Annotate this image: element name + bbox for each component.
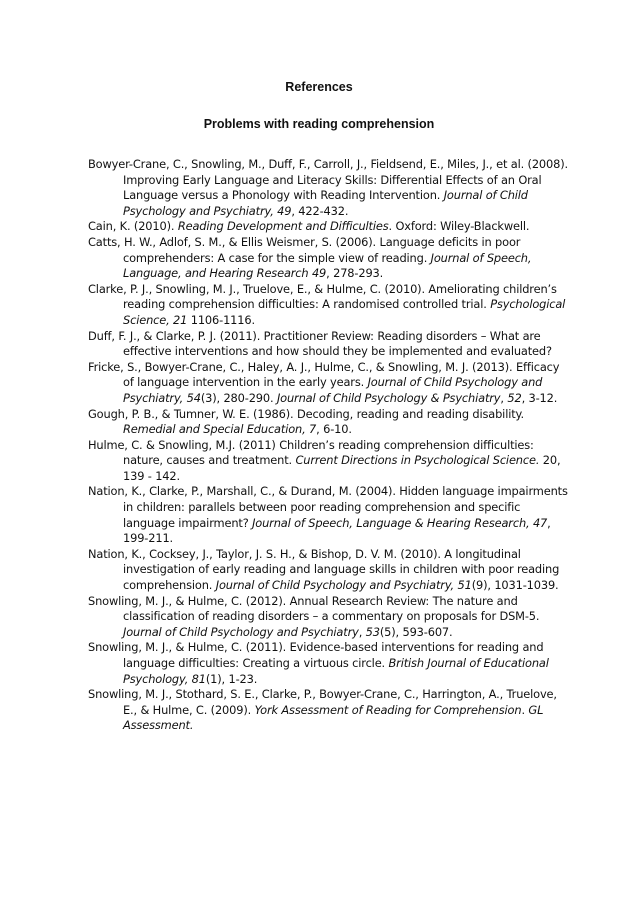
reference-text: Bowyer-Crane, C., Snowling, M., Duff, F., Carroll, J., Fieldsend, E., Miles, J., et al. (2008). Improving Early Language and Literacy Skills: Differential Effects of an Oral Language versus a Phonology with Reading Intervention.: [88, 157, 568, 203]
reference-entry: [88, 360, 568, 407]
reference-italic-text: Journal of Child Psychology and Psychiatry, 51: [215, 578, 472, 593]
reference-entry: [88, 407, 568, 438]
reference-text: (1), 1-23.: [205, 671, 258, 686]
reference-italic-text: Remedial and Special Education, 7: [123, 422, 317, 437]
reference-text: Catts, H. W., Adlof, S. M., & Ellis Weismer, S. (2006). Language deficits in poor comprehenders: A case for the simple view of reading.: [88, 234, 521, 265]
reference-entry: [88, 329, 568, 360]
page-title: References: [285, 80, 353, 94]
reference-italic-text: Journal of Speech, Language, and Hearing Research 49: [123, 250, 532, 281]
reference-text: , 422-432.: [291, 203, 349, 218]
reference-entry: [88, 547, 568, 594]
reference-text: .: [521, 702, 529, 717]
reference-text: , 3-12.: [521, 390, 558, 405]
reference-text: (5), 593-607.: [379, 624, 453, 639]
reference-text: Clarke, P. J., Snowling, M. J., Truelove, E., & Hulme, C. (2010). Ameliorating children’s reading comprehension difficulties: A randomised controlled trial.: [88, 281, 557, 312]
reference-italic-text: GL Assessment.: [123, 702, 544, 733]
reference-text: Nation, K., Cocksey, J., Taylor, J. S. H., & Bishop, D. V. M. (2010). A longitudinal investigation of early reading and language skills in children with poor reading comprehension.: [88, 546, 560, 593]
reference-italic-text: Journal of Child Psychology & Psychiatry: [276, 390, 501, 405]
reference-entry: [88, 640, 568, 687]
reference-entry: [88, 438, 568, 485]
section-heading: Problems with reading comprehension: [203, 117, 435, 131]
reference-text: (9), 1031-1039.: [471, 578, 559, 593]
reference-text: ,: [500, 390, 508, 405]
reference-entry: [88, 484, 568, 546]
reference-text: Cain, K. (2010).: [88, 219, 178, 234]
reference-text: , 199-211.: [123, 515, 551, 546]
reference-text: Snowling, M. J., Stothard, S. E., Clarke, P., Bowyer-Crane, C., Harrington, A., Truelove, E., & Hulme, C. (2009).: [88, 687, 557, 717]
reference-text: ,: [358, 624, 366, 639]
reference-italic-text: Journal of Child Psychology and Psychiatry: [123, 624, 359, 639]
reference-italic-text: Journal of Child Psychology and Psychiatry, 54: [123, 375, 543, 405]
reference-entry: [88, 687, 568, 734]
reference-italic-text: 53: [365, 624, 380, 639]
reference-entry: [88, 235, 568, 282]
reference-entry: [88, 282, 568, 329]
reference-text: Snowling, M. J., & Hulme, C. (2011). Evidence-based interventions for reading and language difficulties: Creating a virtuous circle.: [88, 640, 544, 670]
reference-text: 1106-1116.: [187, 312, 255, 327]
reference-italic-text: Reading Development and Difficulties: [177, 219, 389, 234]
reference-italic-text: Journal of Speech, Language & Hearing Research, 47: [252, 515, 548, 530]
reference-list: [88, 157, 568, 734]
reference-entry: [88, 594, 568, 641]
reference-text: Nation, K., Clarke, P., Marshall, C., & Durand, M. (2004). Hidden language impairments in children: parallels between poor reading comprehension and specific language impairment?: [88, 484, 568, 530]
reference-entry: [88, 219, 568, 235]
reference-text: , 6-10.: [316, 422, 352, 437]
reference-text: Snowling, M. J., & Hulme, C. (2012). Annual Research Review: The nature and classification of reading disorders – a commentary on proposals for DSM-5.: [88, 593, 540, 624]
reference-italic-text: Journal of Child Psychology and Psychiatry, 49: [123, 188, 528, 218]
reference-text: Gough, P. B., & Tumner, W. E. (1986). Decoding, reading and reading disability.: [88, 406, 524, 421]
reference-text: Hulme, C. & Snowling, M.J. (2011) Children’s reading comprehension difficulties: nature, causes and treatment.: [88, 437, 534, 468]
reference-italic-text: British Journal of Educational Psychology, 81: [123, 656, 549, 686]
reference-text: Duff, F. J., & Clarke, P. J. (2011). Practitioner Review: Reading disorders – What are effective interventions and how should they be implemented and evaluated?: [88, 328, 552, 359]
reference-text: , 278-293.: [326, 266, 384, 281]
reference-entry: [88, 157, 568, 219]
reference-text: . Oxford: Wiley-Blackwell.: [388, 219, 530, 234]
reference-text: (3), 280-290.: [200, 390, 277, 405]
reference-italic-text: 52: [507, 390, 522, 405]
reference-italic-text: Current Directions in Psychological Science.: [295, 453, 540, 468]
reference-text: 20, 139 - 142.: [123, 453, 561, 483]
reference-italic-text: York Assessment of Reading for Comprehension: [254, 702, 522, 717]
reference-text: Fricke, S., Bowyer-Crane, C., Haley, A. J., Hulme, C., & Snowling, M. J. (2013). Efficacy of language intervention in the early years.: [88, 359, 560, 390]
reference-italic-text: Psychological Science, 21: [123, 297, 566, 327]
